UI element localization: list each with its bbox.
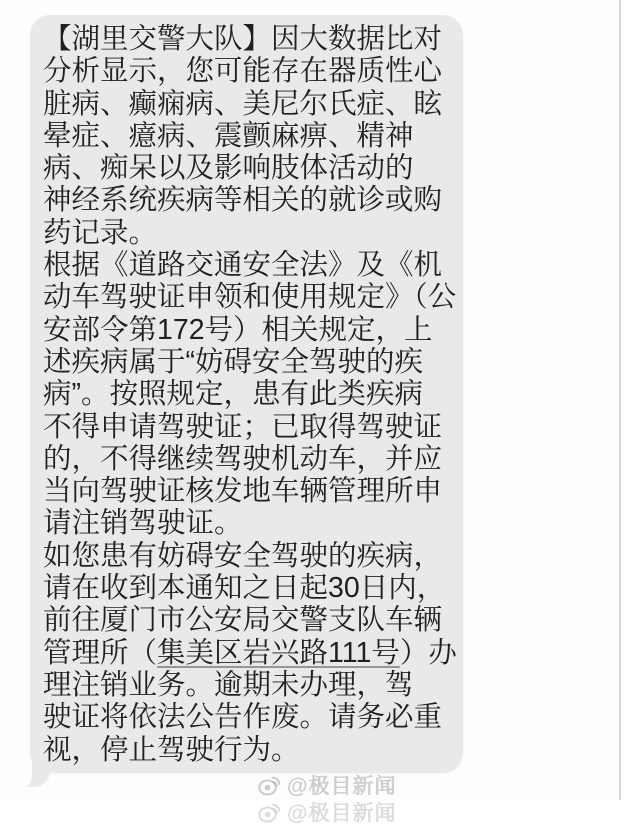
watermark-handle: @极目新闻: [287, 775, 397, 798]
address-underlined-text: 集美区岩兴路111号: [157, 636, 400, 669]
message-line: 管理所（集美区岩兴路111号）办: [43, 636, 457, 669]
watermark: [258, 770, 396, 800]
message-line: 如您患有妨碍安全驾驶的疾病，: [43, 539, 443, 572]
message-line: 理注销业务。逾期未办理，驾: [43, 668, 414, 701]
message-line: 分析显示，您可能存在器质性心: [43, 55, 443, 88]
received-message-bubble: [30, 15, 463, 773]
message-line: 请在收到本通知之日起30日内，: [43, 572, 446, 605]
message-line: 神经系统疾病等相关的就诊或购: [43, 184, 443, 217]
photo-edge-line: [619, 0, 621, 800]
message-text: [43, 23, 457, 766]
message-line: 不得申请驾驶证；已取得驾驶证: [43, 410, 443, 443]
message-line: 病”。按照规定，患有此类疾病: [43, 378, 423, 411]
message-line: 前往厦门市公安局交警支队车辆: [43, 604, 443, 637]
message-line: 晕症、癔病、震颤麻痹、精神: [43, 119, 414, 152]
message-line: 脏病、癫痫病、美尼尔氏症、眩: [43, 87, 443, 120]
message-line: 【湖里交警大队】因大数据比对: [43, 23, 443, 55]
message-line: 根据《道路交通安全法》及《机: [43, 249, 443, 282]
message-line: 动车驾驶证申领和使用规定》（公: [43, 281, 457, 314]
message-line: 的，不得继续驾驶机动车，并应: [43, 442, 443, 475]
weibo-eye-icon: [258, 774, 282, 796]
message-line: 请注销驾驶证。: [43, 507, 243, 540]
message-line: 药记录。: [43, 216, 158, 249]
message-line: 驶证将依法公告作废。请务必重: [43, 701, 443, 734]
watermark-handle: @极目新闻: [287, 802, 397, 825]
message-line: 视，停止驾驶行为。: [43, 733, 300, 766]
message-line: 述疾病属于“妨碍安全驾驶的疾: [43, 345, 423, 378]
watermark-clipped: [258, 797, 396, 827]
message-line: 当向驾驶证核发地车辆管理所申: [43, 475, 443, 508]
message-line: 病、痴呆以及影响肢体活动的: [43, 152, 414, 185]
weibo-eye-icon: [258, 801, 282, 823]
message-line: 安部令第172号）相关规定，上: [43, 313, 433, 346]
